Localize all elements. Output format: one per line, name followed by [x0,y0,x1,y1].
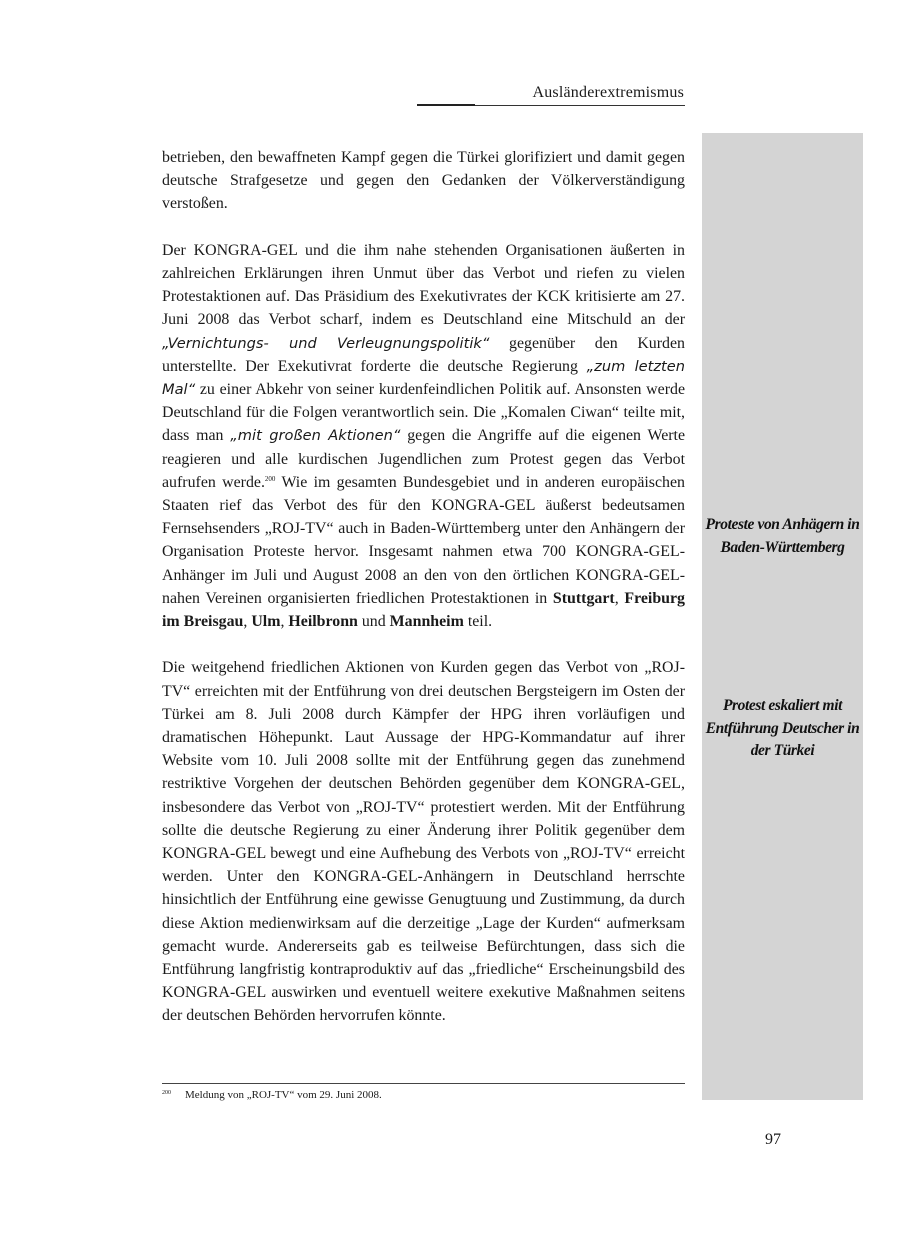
footnote-reference[interactable]: 200 [264,474,276,483]
city-heilbronn: Heilbronn [288,613,358,631]
city-stuttgart: Stuttgart [552,589,615,607]
city-ulm: Ulm [251,613,281,631]
footnote-number: 200 [162,1090,171,1096]
paragraph-2 [162,239,685,633]
footnote [162,1089,382,1101]
running-title: Ausländerextremismus [532,84,684,101]
quote-grossen-aktionen: „mit großen Aktionen“ [230,427,401,445]
footnote-rule [162,1083,685,1084]
page-number: 97 [765,1131,781,1148]
margin-note-protests: Proteste von Anhägern in Baden-Württemberg [705,516,860,556]
margin-note-kidnapping: Protest eskaliert mit Entführung Deutscher in der Türkei [705,697,860,759]
quote-letzten-mal: „zum letzten Mal“ [162,357,685,399]
paragraph-2-text: gegenüber den Kurden unterstellte. Der Exekutivrat forderte die deutsche Regierung [162,334,685,375]
city-freiburg: Freiburg im Breisgau [162,589,685,631]
header-rule-accent [417,104,475,106]
body-text [162,146,685,1028]
paragraph-2-text: Der KONGRA-GEL und die ihm nahe stehenden Organisationen äußerten in zahlreichen Erklärungen ihren Unmut über das Verbot und riefen zu vielen Protestaktionen auf. Das Präsidium des Exekutivrates der KCK kritisierte am 27. Juni 2008 das Verbot scharf, indem es Deutschland eine Mitschuld an der [162,241,685,329]
separator: , [280,613,289,631]
footnote-text: Meldung von „ROJ-TV“ vom 29. Juni 2008. [185,1089,382,1101]
paragraph-1: betrieben, den bewaffneten Kampf gegen die Türkei glorifiziert und damit gegen deutsche Strafgesetze und gegen den Gedanken der Völkerverständigung verstoßen. [162,149,685,213]
paragraph-3: Die weitgehend friedlichen Aktionen von Kurden gegen das Verbot von „ROJ-TV“ erreichten mit der Entführung von drei deutschen Bergsteigern im Osten der Türkei am 8. Juli 2008 durch Kämpfer der HPG ihren vorläufigen und dramatischen Höhepunkt. Laut Aussage der HPG-Kommandatur auf ihrer Website vom 10. Juli 2008 sollte mit der Entführung gegen das zunehmend restriktive Vorgehen der deutschen Behörden gegenüber dem KONGRA-GEL, insbesondere das Verbot von „ROJ-TV“ protestiert werden. Mit der Entführung sollte die deutsche Regierung zu einer Änderung ihrer Politik gegenüber dem KONGRA-GEL bewegt und eine Aufhebung des Verbots von „ROJ-TV“ erreicht werden. Unter den KONGRA-GEL-Anhängern in Deutschland herrschte hinsichtlich der Entführung eine gewisse Genugtuung und Zustimmung, da durch diese Aktion medienwirksam auf die derzeitige „Lage der Kurden“ aufmerksam gemacht wurde. Andererseits gab es teilweise Befürchtungen, dass sich die Entführung langfristig kontraproduktiv auf das „friedliche“ Erscheinungsbild des KONGRA-GEL auswirken und eventuell weitere exekutive Maßnahmen seitens der deutschen Behörden hervorrufen könnte. [162,659,685,1025]
paragraph-2-text: zu einer Abkehr von seiner kurdenfeindlichen Politik auf. Ansonsten werde Deutschland für die Folgen verantwortlich sein. Die „Komalen Ciwan“ teilte mit, dass man [162,381,685,445]
separator: , [614,589,625,607]
separator: , [243,613,252,631]
margin-sidebar [702,133,863,1100]
separator: und [357,613,390,631]
paragraph-2-text: Wie im gesamten Bundesgebiet und in anderen europäischen Staaten rief das Verbot des für den KONGRA-GEL äußerst bedeutsamen Fernsehsenders „ROJ-TV“ auch in Baden-Württemberg unter den Anhängern der Organisation Proteste hervor. Insgesamt nahmen etwa 700 KONGRA-GEL-Anhänger im Juli und August 2008 an den von den örtlichen KONGRA-GEL-nahen Vereinen organisierten friedlichen Protestaktionen in [162,473,685,607]
quote-vernichtungspolitik: „Vernichtungs- und Verleugnungspolitik“ [162,334,490,352]
paragraph-2-text: teil. [463,613,493,631]
city-mannheim: Mannheim [389,613,464,631]
paragraph-2-text: gegen die Angriffe auf die eigenen Werte reagieren und alle kurdischen Jugendlichen zum Protest gegen das Verbot aufrufen werde. [162,427,686,491]
